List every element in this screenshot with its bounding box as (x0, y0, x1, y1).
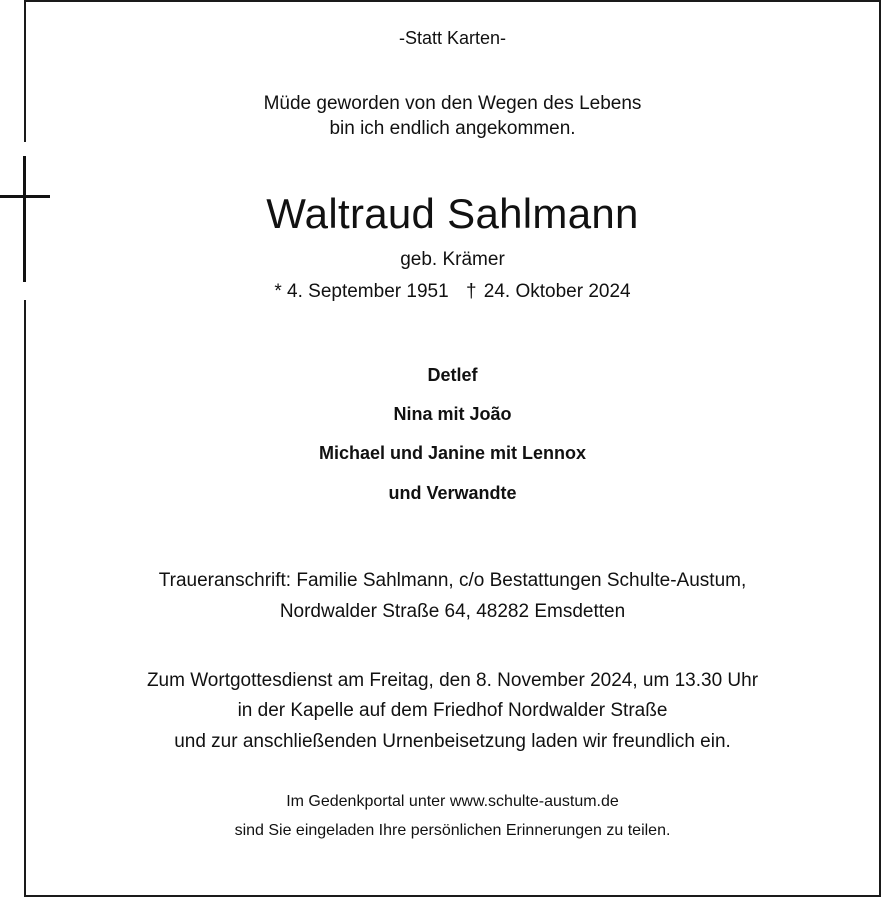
dagger-icon: † (465, 281, 477, 302)
birth-date: * 4. September 1951 (274, 281, 449, 302)
mourning-address-line-2: Nordwalder Straße 64, 48282 Emsdetten (279, 601, 626, 622)
mourner-name: und Verwandte (388, 483, 517, 503)
service-line-1: Zum Wortgottesdienst am Freitag, den 8. November 2024, um 13.30 Uhr (146, 670, 759, 691)
memorial-portal-line-2: sind Sie eingeladen Ihre persönlichen Erinnerungen zu teilen. (234, 822, 671, 839)
service-line-3: und zur anschließenden Urnenbeisetzung laden wir freundlich ein. (174, 731, 731, 752)
mourner-name: Nina mit João (393, 404, 512, 424)
life-dates (24, 281, 881, 303)
memorial-portal-line-1: Im Gedenkportal unter www.schulte-austum.de (286, 793, 619, 810)
statt-karten-text: -Statt Karten- (398, 28, 507, 48)
verse-line-1: Müde geworden von den Wegen des Lebens (263, 93, 642, 114)
service-line-2: in der Kapelle auf dem Friedhof Nordwalder Straße (237, 700, 668, 721)
mourner-name: Michael und Janine mit Lennox (318, 443, 587, 463)
verse-line-2: bin ich endlich angekommen. (329, 118, 576, 139)
mourner-name: Detlef (427, 365, 478, 385)
death-date: 24. Oktober 2024 (483, 281, 631, 302)
mourning-address-line-1: Traueranschrift: Familie Sahlmann, c/o Bestattungen Schulte-Austum, (158, 570, 747, 591)
maiden-name: geb. Krämer (400, 249, 505, 270)
deceased-name: Waltraud Sahlmann (266, 190, 639, 237)
